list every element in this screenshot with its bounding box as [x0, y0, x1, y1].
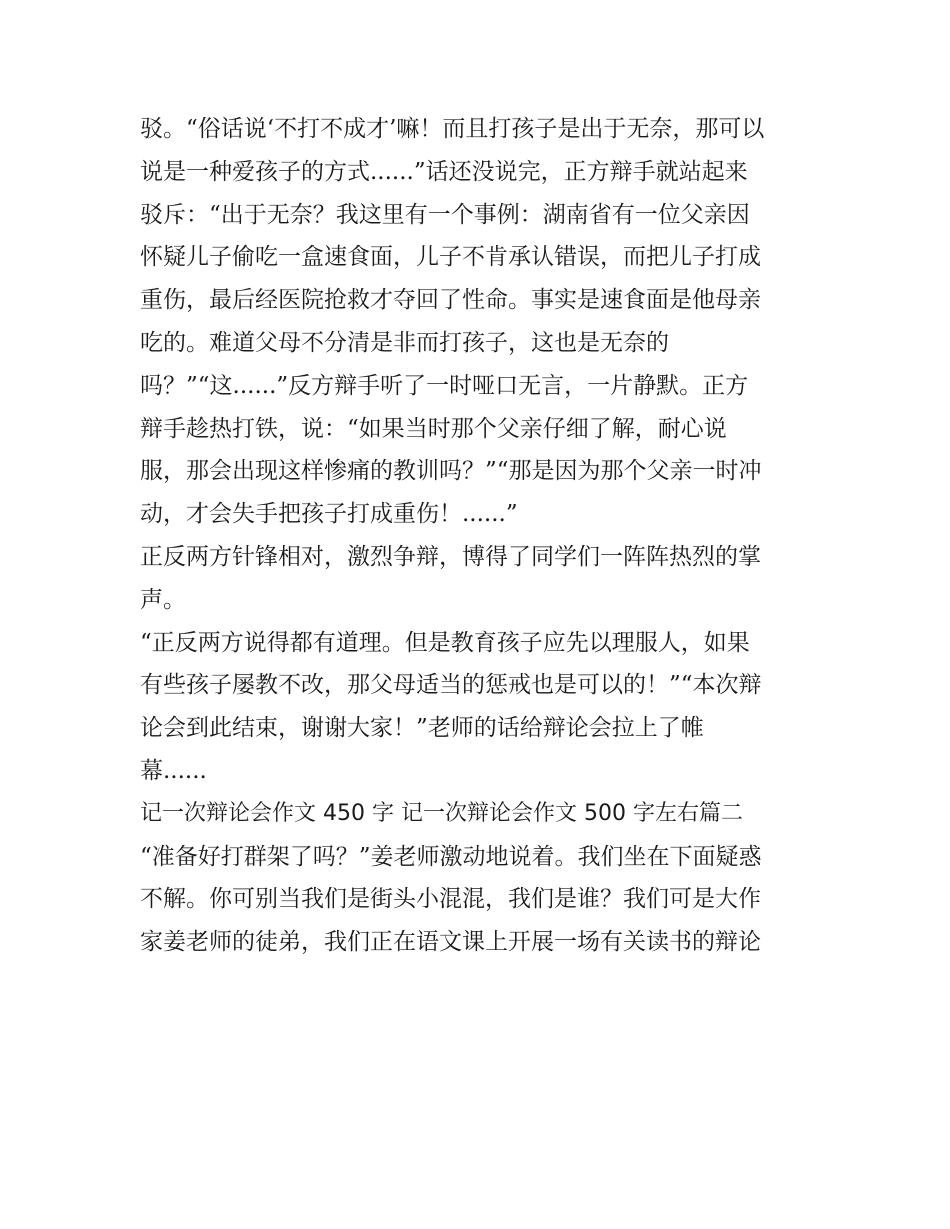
- text-line-1: 驳。“俗话说‘不打不成才’嘛！而且打孩子是出于无奈，那可以: [140, 116, 765, 142]
- document-body: [140, 108, 840, 964]
- text-line-16: 幕......: [140, 757, 207, 784]
- text-line-2: 说是一种爱孩子的方式......”话还没说完，正方辩手就站起来: [140, 158, 748, 185]
- text-line-11: 正反两方针锋相对，激烈争辩，博得了同学们一阵阵热烈的掌: [140, 543, 761, 570]
- text-line-5: 重伤，最后经医院抢救才夺回了性命。事实是速食面是他母亲: [140, 287, 761, 314]
- text-line-13: “正反两方说得都有道理。但是教育孩子应先以理服人，如果: [140, 629, 750, 656]
- text-line-7: 吗？”“这......”反方辩手听了一时哑口无言，一片静默。正方: [140, 372, 749, 399]
- text-line-14: 有些孩子屡教不改，那父母适当的惩戒也是可以的！”“本次辩: [140, 672, 762, 699]
- text-line-6: 吃的。难道父母不分清是非而打孩子，这也是无奈的: [140, 329, 669, 356]
- text-line-10: 动，才会失手把孩子打成重伤！......”: [140, 501, 518, 528]
- text-line-12: 声。: [140, 586, 186, 613]
- text-line-3: 驳斥：“出于无奈？我这里有一个事例：湖南省有一位父亲因: [140, 201, 750, 228]
- text-line-19: 不解。你可别当我们是街头小混混，我们是谁？我们可是大作: [140, 886, 761, 913]
- text-line-20: 家姜老师的徒弟，我们正在语文课上开展一场有关读书的辩论: [140, 929, 761, 956]
- text-line-8: 辩手趁热打铁，说：“如果当时那个父亲仔细了解，耐心说: [140, 415, 727, 442]
- text-line-9: 服，那会出现这样惨痛的教训吗？”“那是因为那个父亲一时冲: [140, 458, 762, 485]
- text-line-4: 怀疑儿子偷吃一盒速食面，儿子不肯承认错误，而把儿子打成: [140, 244, 761, 271]
- section-heading: 记一次辩论会作文 450 字 记一次辩论会作文 500 字左右篇二: [140, 800, 743, 826]
- text-line-18: “准备好打群架了吗？”姜老师激动地说着。我们坐在下面疑惑: [140, 843, 762, 870]
- text-line-15: 论会到此结束，谢谢大家！”老师的话给辩论会拉上了帷: [140, 715, 704, 742]
